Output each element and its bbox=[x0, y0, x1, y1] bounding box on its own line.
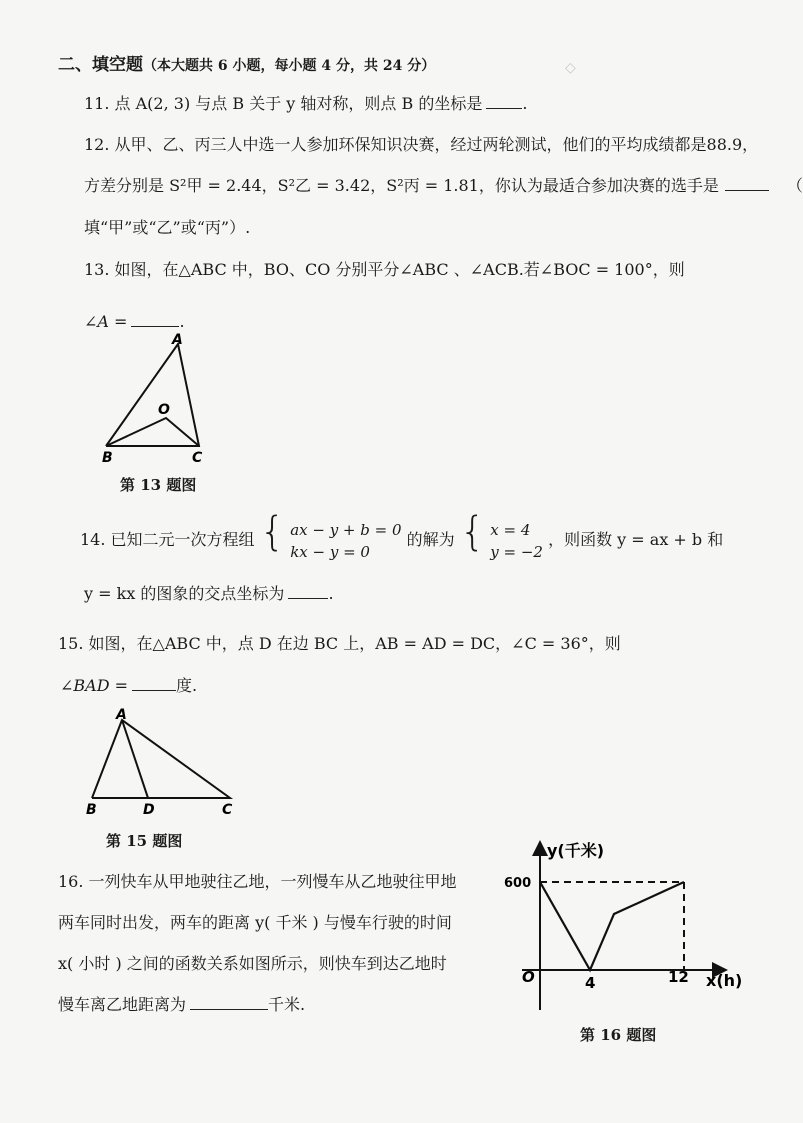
section-note: （本大题共 6 小题，每小题 4 分，共 24 分） bbox=[143, 58, 436, 74]
q14-mid: 的解为 bbox=[406, 530, 455, 549]
q15-angle-bad: ∠BAD = bbox=[60, 676, 129, 695]
q14-suffix: ，则函数 y = ax + b 和 bbox=[548, 530, 724, 549]
question-14-line2 bbox=[84, 584, 334, 604]
q13-end: . bbox=[179, 312, 185, 331]
q12-variances: 方差分别是 S²甲 = 2.44，S²乙 = 3.42，S²丙 = 1.81，你认为最适合参加决赛的选手是 bbox=[84, 176, 719, 195]
q15-unit: 度. bbox=[176, 676, 198, 695]
figure-16-graph bbox=[492, 832, 778, 1018]
origin-label: O bbox=[522, 968, 535, 986]
bleed-through-text: ◇ bbox=[565, 60, 576, 76]
figure-15-triangle bbox=[82, 704, 242, 824]
solution-system bbox=[490, 519, 543, 563]
question-11 bbox=[84, 94, 527, 114]
question-12-line1: 12. 从甲、乙、丙三人中选一人参加环保知识决赛，经过两轮测试，他们的平均成绩都是88.9， bbox=[84, 135, 759, 154]
section-header bbox=[58, 55, 435, 76]
question-16-line4 bbox=[58, 995, 305, 1015]
question-13-line1: 13. 如图，在△ABC 中，BO、CO 分别平分∠ABC 、∠ACB.若∠BOC = 100°，则 bbox=[84, 260, 685, 279]
segment-ad bbox=[122, 720, 148, 798]
answer-blank bbox=[486, 94, 522, 109]
equation-1: ax − y + b = 0 bbox=[290, 520, 402, 539]
section-title: 二、填空题 bbox=[58, 55, 143, 75]
label-d: D bbox=[143, 802, 155, 818]
q12-paren: （ bbox=[786, 176, 803, 195]
equation-2: kx − y = 0 bbox=[290, 542, 370, 561]
figure-15-caption: 第 15 题图 bbox=[106, 832, 183, 850]
label-b: B bbox=[86, 802, 97, 818]
solution-x: x = 4 bbox=[490, 520, 531, 539]
answer-blank bbox=[725, 176, 769, 191]
triangle-abc bbox=[92, 720, 230, 798]
y-axis-label: y(千米) bbox=[547, 841, 605, 860]
q11-end: . bbox=[522, 94, 528, 113]
answer-blank bbox=[131, 312, 179, 327]
label-c: C bbox=[222, 802, 233, 818]
question-16-line2: 两车同时出发，两车的距离 y( 千米 ) 与慢车行驶的时间 bbox=[58, 913, 452, 932]
question-16-line3: x( 小时 ) 之间的函数关系如图所示，则快车到达乙地时 bbox=[58, 954, 447, 973]
question-15-line2 bbox=[60, 676, 197, 696]
answer-blank bbox=[132, 676, 176, 691]
label-a: A bbox=[172, 332, 183, 348]
figure-13-caption: 第 13 题图 bbox=[120, 476, 197, 494]
x-tick-4: 4 bbox=[585, 974, 596, 992]
q14-end: . bbox=[328, 584, 334, 603]
x-tick-12: 12 bbox=[668, 968, 689, 986]
triangle-abc bbox=[106, 344, 199, 446]
distance-function-line bbox=[540, 882, 684, 970]
x-axis-label: x(h) bbox=[706, 971, 743, 990]
question-13-line2 bbox=[84, 312, 185, 332]
label-b: B bbox=[102, 450, 113, 466]
question-12-line3: 填“甲”或“乙”或“丙”）. bbox=[84, 218, 251, 237]
question-15-line1: 15. 如图，在△ABC 中，点 D 在边 BC 上，AB = AD = DC，∠C = 36°，则 bbox=[58, 634, 621, 653]
question-16-line1: 16. 一列快车从甲地驶往乙地，一列慢车从乙地驶往甲地 bbox=[58, 872, 457, 891]
q11-text: 11. 点 A(2, 3) 与点 B 关于 y 轴对称，则点 B 的坐标是 bbox=[84, 94, 483, 113]
q13-angle-a: ∠A = bbox=[84, 312, 128, 331]
label-a: A bbox=[116, 707, 127, 723]
left-brace-icon: { bbox=[459, 509, 486, 555]
question-12-line2 bbox=[84, 176, 803, 196]
left-brace-icon: { bbox=[259, 509, 286, 555]
answer-blank bbox=[288, 584, 328, 599]
question-14-line1 bbox=[80, 509, 724, 561]
figure-13-triangle bbox=[96, 330, 216, 470]
solution-y: y = −2 bbox=[490, 542, 543, 561]
answer-blank bbox=[190, 995, 268, 1010]
bisector-lines bbox=[106, 418, 199, 446]
q14-prefix: 14. 已知二元一次方程组 bbox=[80, 530, 255, 549]
label-c: C bbox=[192, 450, 203, 466]
figure-16-caption: 第 16 题图 bbox=[580, 1026, 657, 1044]
q16-unit: 千米. bbox=[268, 995, 306, 1014]
equation-system bbox=[290, 519, 401, 563]
label-o: O bbox=[158, 402, 170, 418]
y-tick-600: 600 bbox=[504, 876, 532, 891]
q16-line4: 慢车离乙地距离为 bbox=[58, 995, 187, 1014]
q14-line2: y = kx 的图象的交点坐标为 bbox=[84, 584, 285, 603]
